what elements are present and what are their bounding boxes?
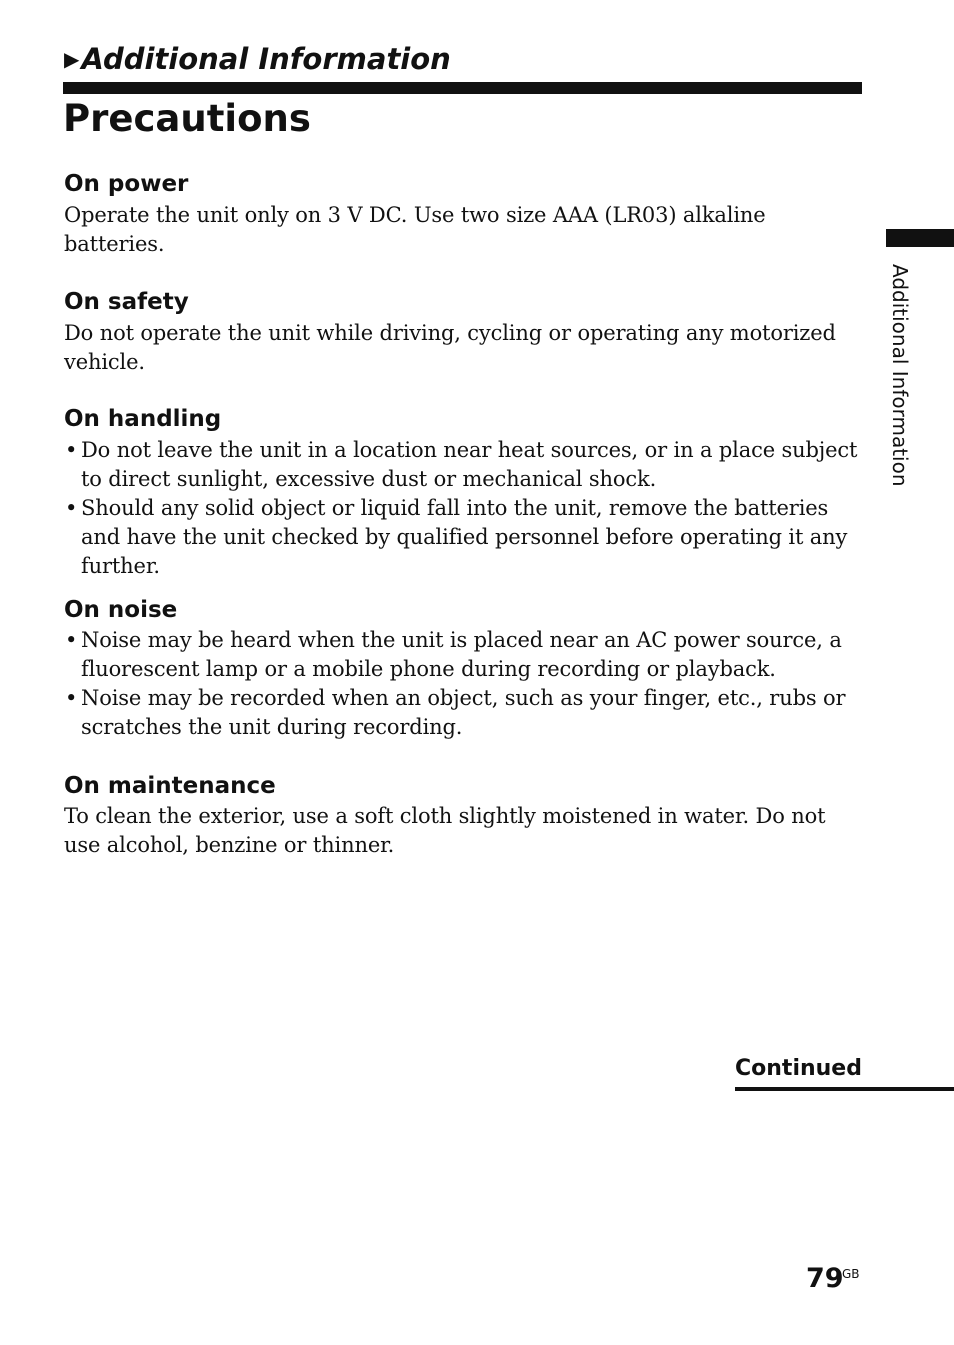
section-header — [64, 40, 451, 78]
list-on-noise — [64, 626, 864, 742]
continued-label: Continued — [735, 1056, 862, 1081]
list-on-handling — [64, 436, 864, 581]
list-item: • Noise may be recorded when an object, such as your finger, etc., rubs or scratches the unit during recording. — [64, 684, 864, 742]
section-header-label: Additional Information — [81, 42, 451, 76]
list-item: • Noise may be heard when the unit is placed near an AC power source, a fluorescent lamp or a mobile phone during recording or playback. — [64, 626, 864, 684]
side-tab-marker — [886, 229, 954, 247]
list-item: • Do not leave the unit in a location near heat sources, or in a place subject to direct sunlight, excessive dust or mechanical shock. — [64, 436, 864, 494]
page-title: Precautions — [63, 97, 311, 140]
paragraph-on-power: Operate the unit only on 3 V DC. Use two size AAA (LR03) alkaline batteries. — [64, 203, 766, 256]
header-rule — [63, 82, 862, 94]
side-tab-label: Additional Information — [888, 264, 912, 487]
heading-on-handling: On handling — [64, 406, 222, 432]
list-item: • Should any solid object or liquid fall into the unit, remove the batteries and have the unit checked by qualified personnel before operating it any further. — [64, 494, 864, 581]
paragraph-on-maintenance: To clean the exterior, use a soft cloth slightly moistened in water. Do not use alcohol, benzine or thinner. — [64, 804, 826, 857]
heading-on-safety: On safety — [64, 289, 189, 315]
page-number: 79 — [806, 1263, 844, 1294]
page-suffix: GB — [842, 1267, 860, 1281]
paragraph-on-safety: Do not operate the unit while driving, cycling or operating any motorized vehicle. — [64, 321, 836, 374]
heading-on-maintenance: On maintenance — [64, 773, 276, 799]
heading-on-noise: On noise — [64, 597, 178, 623]
heading-on-power: On power — [64, 171, 189, 197]
continued-rule — [735, 1087, 954, 1091]
play-arrow-icon: ▶ — [64, 47, 80, 71]
